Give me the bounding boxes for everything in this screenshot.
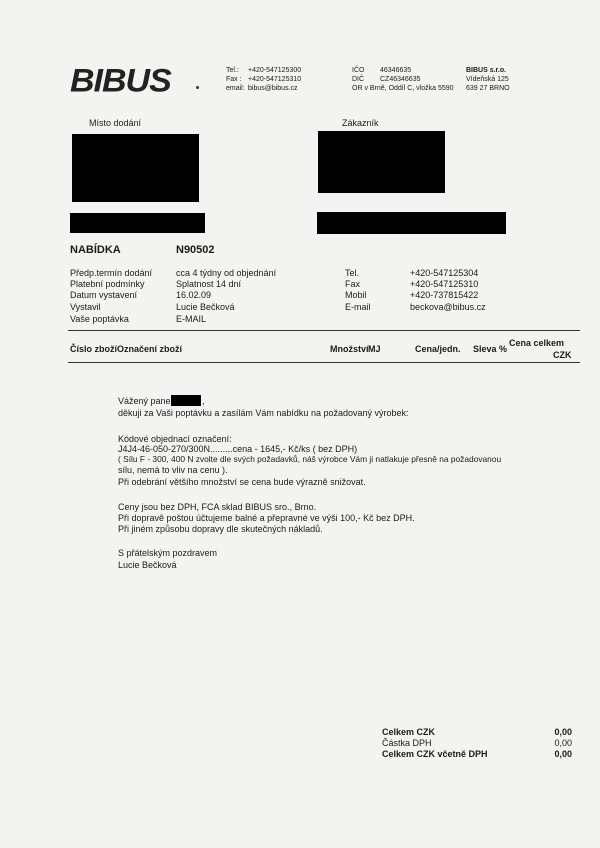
fax-label: Fax :: [226, 76, 242, 83]
code-label: Kódové objednací označení:: [118, 434, 232, 444]
contact-value: +420-547125310: [410, 279, 479, 289]
delivery-heading: Místo dodání: [89, 118, 142, 128]
fax-value: +420-547125310: [248, 76, 302, 83]
col-unit: MJ: [368, 344, 381, 354]
prices-line: Ceny jsou bez DPH, FCA sklad BIBUS sro., Brno.: [118, 502, 317, 512]
greeting-comma: ,: [202, 396, 205, 406]
redacted-customer-address: [318, 131, 445, 193]
tel-label: Tel.:: [226, 67, 239, 74]
prices-line: Při dopravě poštou účtujeme balné a přepravné ve výši 100,- Kč bez DPH.: [118, 513, 415, 523]
offer-title: NABÍDKA: [70, 244, 121, 256]
total-with-vat-label: Celkem CZK včetně DPH: [382, 749, 488, 759]
field-value: E-MAIL: [176, 314, 207, 324]
redacted-customer-line: [317, 212, 506, 234]
tel-value: +420-547125300: [248, 67, 302, 74]
company-street: Vídeňská 125: [466, 76, 509, 83]
redacted-delivery-line: [70, 213, 205, 233]
contact-label: E-mail: [345, 302, 371, 312]
dic-value: CZ46346635: [380, 76, 421, 83]
table-header-top-rule: [68, 330, 580, 331]
letter-greeting: Vážený pane: [118, 396, 171, 406]
logo-dot: [196, 86, 199, 89]
field-label: Datum vystavení: [70, 290, 138, 300]
field-label: Vaše poptávka: [70, 314, 129, 324]
customer-heading: Zákazník: [342, 118, 379, 128]
contact-label: Mobil: [345, 290, 367, 300]
col-item-name: Označení zboží: [117, 344, 183, 354]
field-value: 16.02.09: [176, 290, 212, 300]
note-line: Při odebrání většího množství se cena bude výrazně snižovat.: [118, 477, 366, 487]
contact-label: Fax: [345, 279, 361, 289]
signature: Lucie Bečková: [118, 560, 177, 570]
letter-line1: děkuji za Vaši poptávku a zasílám Vám nabídku na požadovaný výrobek:: [118, 408, 409, 418]
email-value: bibus@bibus.cz: [248, 85, 298, 92]
table-header-bottom-rule: [68, 362, 580, 363]
company-city: 639 27 BRNO: [466, 85, 510, 92]
total-value: 0,00: [554, 727, 572, 737]
col-total: Cena celkem: [509, 338, 565, 348]
company-logo: BIBUS: [70, 62, 171, 100]
ico-value: 46346635: [380, 67, 412, 74]
total-with-vat-value: 0,00: [554, 749, 572, 759]
redacted-delivery-address: [72, 134, 199, 202]
col-discount: Sleva %: [473, 344, 508, 354]
total-label: Celkem CZK: [382, 727, 436, 737]
field-label: Platební podmínky: [70, 279, 145, 289]
note-line: ( Sílu F - 300, 400 N zvolte dle svých požadavků, náš výrobce Vám ji natlakuje přesně na požadovanou: [118, 454, 502, 464]
closing: S přátelským pozdravem: [118, 548, 218, 558]
vat-value: 0,00: [554, 738, 572, 748]
offer-number: N90502: [176, 244, 215, 256]
dic-label: DIČ: [352, 76, 365, 83]
field-value: Lucie Bečková: [176, 302, 235, 312]
note-line: sílu, nemá to vliv na cenu ).: [118, 465, 228, 475]
col-currency: CZK: [553, 350, 572, 360]
prices-line: Při jiném způsobu dopravy dle skutečných nákladů.: [118, 524, 323, 534]
email-label: email:: [226, 85, 245, 92]
contact-label: Tel.: [345, 268, 360, 278]
field-value: cca 4 týdny od objednání: [176, 268, 277, 278]
contact-value: beckova@bibus.cz: [410, 302, 486, 312]
contact-value: +420-737815422: [410, 290, 479, 300]
register-text: OR v Brně, Oddíl C, vložka 5590: [352, 85, 454, 92]
field-value: Splatnost 14 dní: [176, 279, 242, 289]
field-label: Vystavil: [70, 302, 101, 312]
field-label: Předp.termín dodání: [70, 268, 153, 278]
vat-label: Částka DPH: [382, 738, 432, 748]
col-item-no: Číslo zboží: [70, 344, 117, 354]
contact-value: +420-547125304: [410, 268, 479, 278]
col-unit-price: Cena/jedn.: [415, 344, 461, 354]
code-line: J4J4-46-050-270/300N.........cena - 1645,- Kč/ks ( bez DPH): [118, 444, 358, 454]
col-qty: Množství: [330, 344, 369, 354]
company-name: BIBUS s.r.o.: [466, 67, 507, 74]
ico-label: IČO: [352, 67, 365, 74]
redacted-name: [171, 395, 201, 406]
